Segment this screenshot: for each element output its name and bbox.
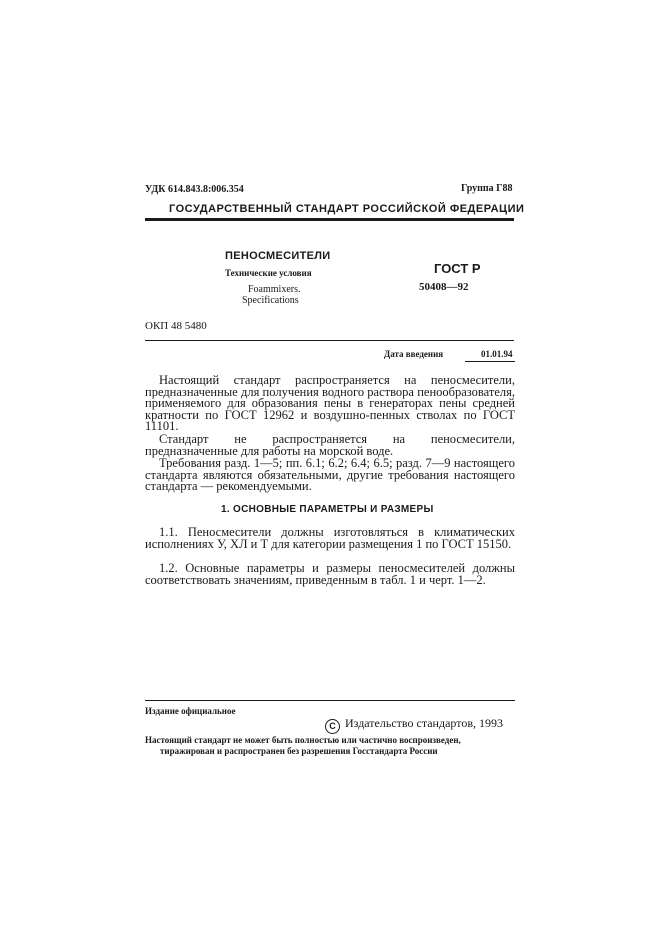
okp-code: ОКП 48 5480: [145, 320, 207, 332]
date-underline: [465, 361, 515, 362]
introduction-date-value: 01.01.94: [481, 349, 513, 359]
section-1-title: 1. ОСНОВНЫЕ ПАРАМЕТРЫ И РАЗМЕРЫ: [221, 504, 434, 515]
exclusion-paragraph: Стандарт не распространяется на пеносмесители, предназначенные для работы на морской воде.: [145, 432, 515, 458]
reproduction-notice-line-1: Настоящий стандарт не может быть полностью или частично воспроизведен,: [145, 735, 461, 745]
product-english-title: [242, 284, 301, 306]
footer-rule: [145, 700, 515, 701]
reproduction-notice-line-2: тиражирован и распространен без разрешения Госстандарта России: [160, 746, 438, 756]
clause-1-1: 1.1. Пеносмесители должны изготовляться в климатических исполнениях У, ХЛ и Т для категории размещения 1 по ГОСТ 15150.: [145, 525, 515, 551]
state-standard-title: ГОСУДАРСТВЕННЫЙ СТАНДАРТ РОССИЙСКОЙ ФЕДЕРАЦИИ: [169, 203, 525, 215]
udk-code: УДК 614.843.8:006.354: [145, 184, 244, 195]
english-title-line-2: Specifications: [242, 295, 299, 306]
copyright-icon: C: [325, 719, 340, 734]
product-title: ПЕНОСМЕСИТЕЛИ: [225, 250, 331, 262]
requirements-paragraph: Требования разд. 1—5; пп. 6.1; 6.2; 6.4; 6.5; разд. 7—9 настоящего стандарта являются обязательными, другие требования настоящего стандарта — рекомендуемыми.: [145, 456, 515, 493]
introduction-date-label: Дата введения: [384, 349, 444, 359]
header-rule: [145, 218, 514, 221]
product-subtitle: Технические условия: [225, 268, 312, 278]
gost-label: ГОСТ Р: [434, 261, 481, 276]
edition-label: Издание официальное: [145, 706, 236, 716]
copyright-line: [325, 716, 503, 734]
okp-rule: [145, 340, 514, 341]
clause-1-2: 1.2. Основные параметры и размеры пеносмесителей должны соответствовать значениям, приведенным в табл. 1 и черт. 1—2.: [145, 561, 515, 587]
gost-number: 50408—92: [419, 281, 469, 293]
group-code: Группа Г88: [461, 183, 513, 194]
english-title-line-1: Foammixers.: [248, 284, 301, 295]
copyright-text: Издательство стандартов, 1993: [345, 716, 503, 730]
scope-paragraph: Настоящий стандарт распространяется на пеносмесители, предназначенные для получения водного раствора пенообразователя, применяемого для образования пены в генераторах пены средней кратности по ГОСТ 12962 и воздушно-пенных стволах по ГОСТ 11101.: [145, 373, 515, 433]
